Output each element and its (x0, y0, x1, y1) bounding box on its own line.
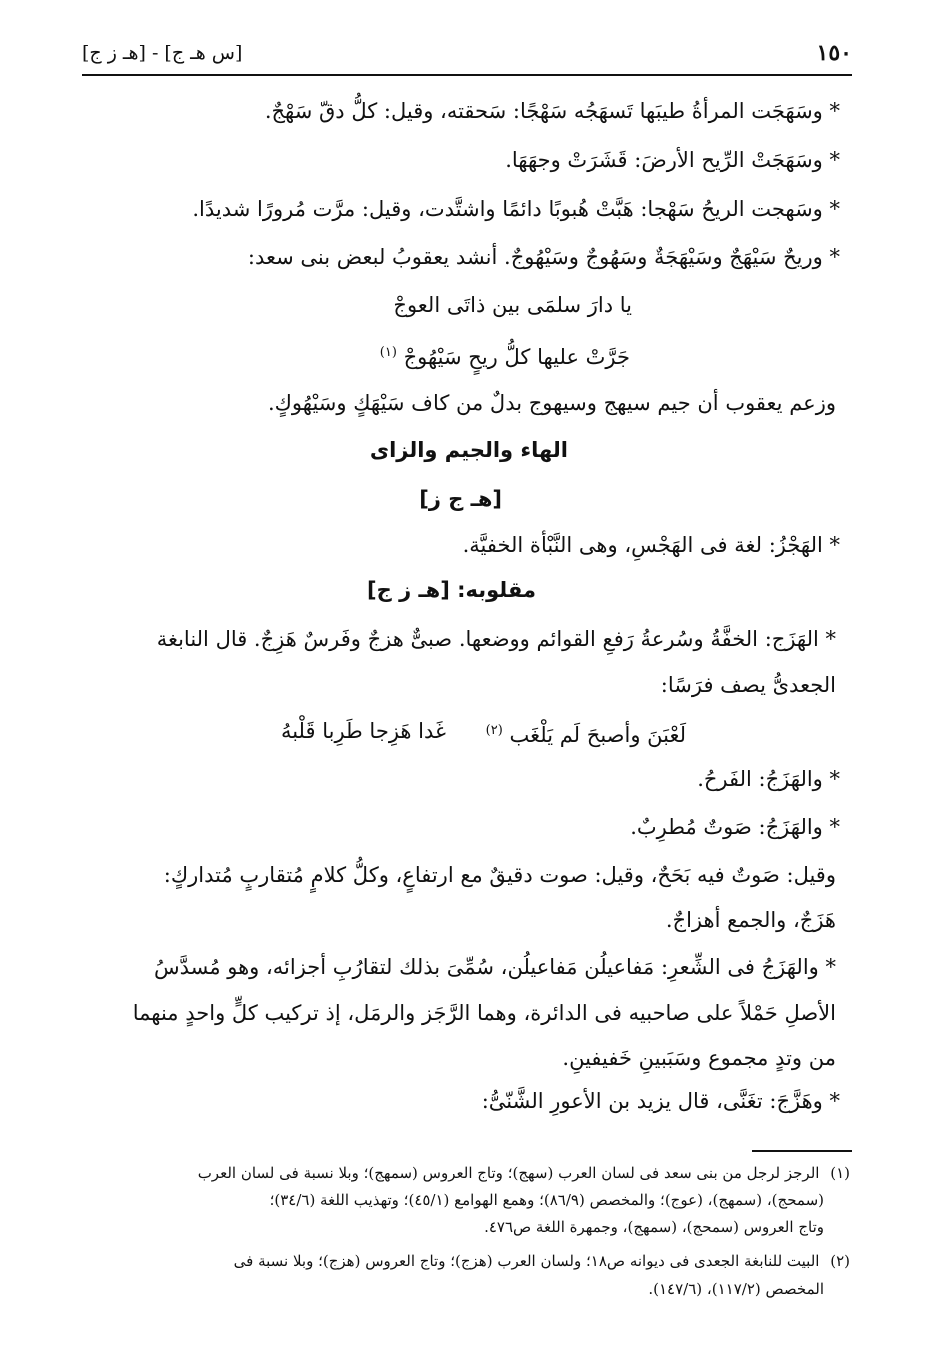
body-line: * والهَزَجُ فى الشِّعرِ: مَفاعيلُن مَفاعيلُن، سُمِّىَ بذلك لتقارُبِ أجزائه، وهو مُسدَّسُ (153, 955, 836, 979)
body-line: من وتدٍ مجموع وسَبَبينِ خَفيفينِ. (562, 1046, 836, 1070)
root-heading: [هـ ج ز] (419, 487, 502, 511)
verse-hemistich: غَدا هَزِجا طَرِبا قَلْبهُ (280, 719, 446, 743)
footnote-ref: (١) (379, 345, 397, 360)
body-line: هَزَجٌ، والجمع أهزاجٌ. (665, 908, 836, 932)
entry-line: * وهَزَّجَ: تغَنَّى، قال يزيد بن الأعورِ الشَّنّىُّ: (481, 1089, 840, 1113)
body-line: وقيل: صَوتٌ فيه بَحَحٌ، وقيل: صوت دقيقٌ مع ارتفاعٍ، وكلُّ كلامٍ مُتقاربٍ مُتداركٍ: (163, 863, 836, 887)
header-rule (82, 74, 852, 76)
entry-line: * وسَهجت الريحُ سَهْجا: هَبَّتْ هُبوبًا دائمًا واشتَّدت، وقيل: مرَّت مُرورًا شديدًا. (192, 197, 840, 221)
verse-line (380, 338, 630, 372)
footnote-text: الرجز لرجل من بنى سعد فى لسان العرب (سهج)؛ وتاج العروس (سمهج)؛ وبلا نسبة فى لسان العرب (197, 1164, 820, 1182)
footnote-line: المخصص (١١٧/٢)، (١٤٧/٦). (648, 1280, 824, 1298)
body-line: * الهَزَج: الخفَّةُ وسُرعةُ رَفعِ القوائم ووضعها. صبىٌّ هزجٌ وفَرسٌ هَزِجٌ. قال النابغة (156, 627, 836, 651)
footnote-line (234, 1250, 850, 1272)
entry-line: * وريحٌ سَيْهَجٌ وسَيْهَجَةٌ وسَهُوجٌ وسَيْهُوجٌ. أنشد يعقوبُ لبعض بنى سعد: (247, 245, 840, 269)
body-line: وزعم يعقوب أن جيم سيهج وسيهوج بدلٌ من كاف سَيْهَكٍ وسَيْهُوكٍ. (267, 391, 836, 415)
page-number: ١٥٠ (816, 40, 852, 66)
footnote-number: (١) (830, 1164, 850, 1182)
body-line: الأصلِ حَمْلاً على صاحبيه فى الدائرة، وهما الرَّجَز والرمَل، إذ تركيب كلٍّ واحدٍ منهما (132, 1001, 836, 1025)
inverted-heading: مقلوبه: [هـ ز ج] (367, 578, 536, 602)
entry-line: * والهَزَجُ: صَوتٌ مُطرِبٌ. (630, 815, 840, 839)
footnote-line: وتاج العروس (سمحج)، (سمهج)، وجمهرة اللغة ص٤٧٦. (484, 1218, 824, 1236)
entry-line: * الهَجْزُ: لغة فى الهَجْسِ، وهى النَّبْأة الخفيَّة. (462, 533, 840, 557)
footnote-text: البيت للنابغة الجعدى فى ديوانه ص١٨؛ ولسان العرب (هزج)؛ وتاج العروس (هزج)؛ وبلا نسبة فى (233, 1252, 820, 1270)
footnote-line: (سمحج)، (سمهج)، (عوج)؛ والمخصص (٨٦/٩)؛ وهمع الهوامع (٤٥/١)؛ وتهذيب اللغة (٣٤/٦)؛ (269, 1191, 824, 1209)
footnote-line (198, 1162, 850, 1184)
footnote-rule (752, 1150, 852, 1152)
footnote-ref: (٢) (485, 723, 503, 738)
entry-line: * وسَهَجَتْ الرِّيح الأرضَ: قَشَرَتْ وجهَهَا. (505, 148, 840, 172)
body-line: الجعدىُّ يصف فرَسًا: (660, 673, 836, 697)
verse-text: جَرَّتْ عليها كلُّ ريحٍ سَيْهُوجْ (403, 345, 630, 369)
section-heading: الهاء والجيم والزاى (369, 438, 568, 462)
entry-line: * وسَهَجَت المرأةُ طيبَها تَسهَجُه سَهْجًا: سَحقته، وقيل: كلُّ دقّ سَهْجٌ. (264, 99, 840, 123)
running-head: [س هـ ج] - [هـ ز ج] (82, 42, 243, 64)
verse-line: يا دارَ سلمَى بين ذاتَى العوجْ (393, 293, 632, 317)
entry-line: * والهَزَجُ: الفَرحُ. (697, 767, 840, 791)
verse-text: لَعْبَنَ وأصبحَ لَم يَلْغَب (509, 723, 686, 747)
footnote-number: (٢) (830, 1252, 850, 1270)
page-header (82, 38, 852, 72)
verse-hemistich (486, 716, 686, 750)
